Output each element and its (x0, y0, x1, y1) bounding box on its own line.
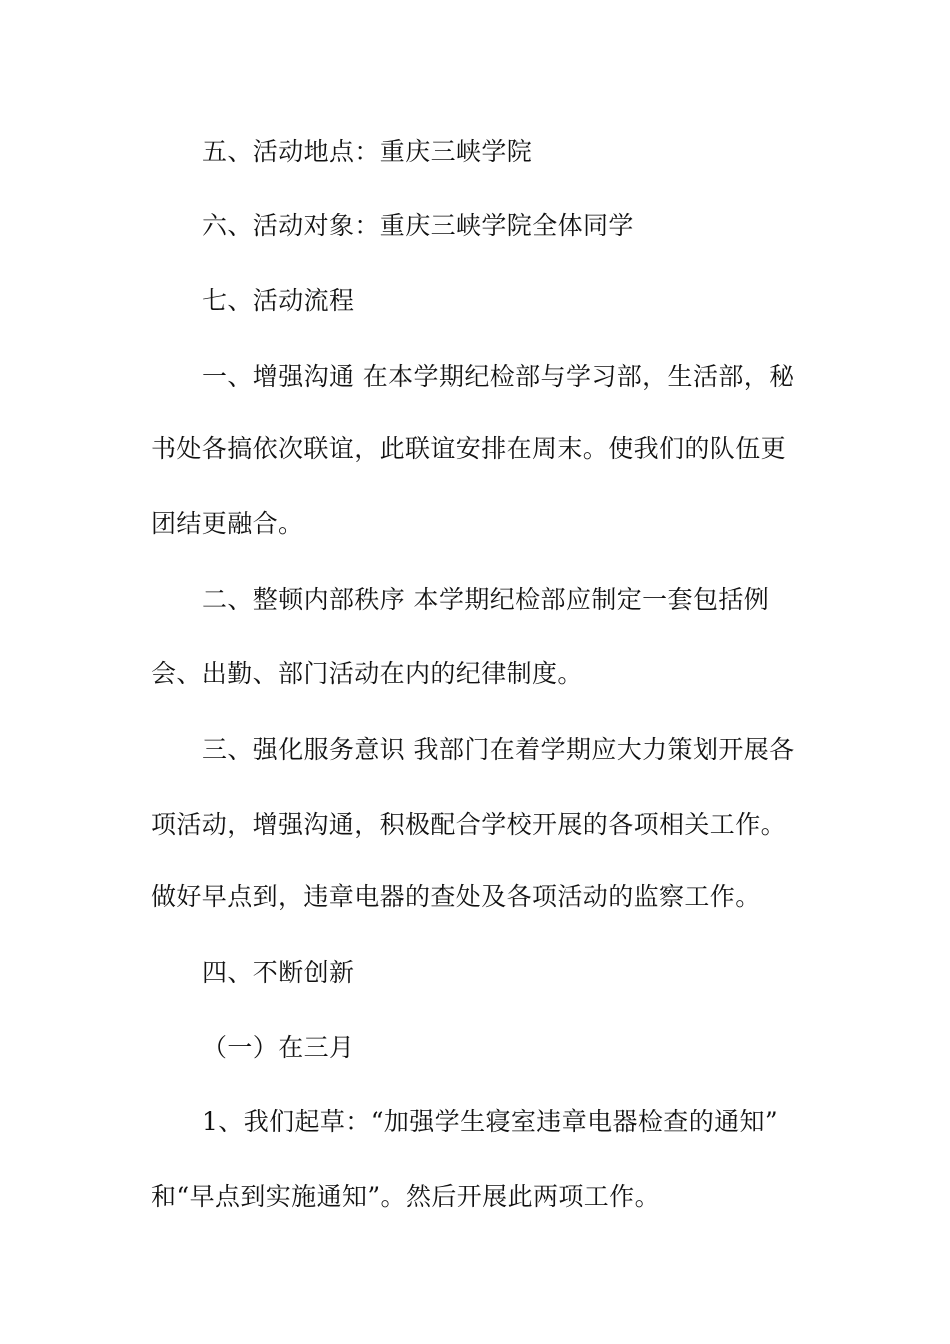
text-line-item-1-start: 一、增强沟通 在本学期纪检部与学习部，生活部，秘 (202, 362, 795, 391)
text-line-item-2-start: 二、整顿内部秩序 本学期纪检部应制定一套包括例 (202, 585, 770, 614)
text-line-item-3-start: 三、强化服务意识 我部门在着学期应大力策划开展各 (202, 735, 795, 764)
text-line-subheading-march: （一）在三月 (202, 1033, 355, 1062)
text-line-location: 五、活动地点：重庆三峡学院 (202, 137, 533, 166)
text-line-audience: 六、活动对象：重庆三峡学院全体同学 (202, 211, 634, 240)
text-line-item-2-end: 会、出勤、部门活动在内的纪律制度。 (151, 659, 583, 688)
text-line-item-3-cont: 项活动，增强沟通，积极配合学校开展的各项相关工作。 (151, 810, 787, 839)
text-line-process-heading: 七、活动流程 (202, 286, 355, 315)
text-line-item-1-cont: 书处各搞依次联谊，此联谊安排在周末。使我们的队伍更 (151, 434, 787, 463)
text-line-numbered-1-start: 1、我们起草：“加强学生寝室违章电器检查的通知” (202, 1107, 779, 1136)
text-line-item-4-heading: 四、不断创新 (202, 958, 355, 987)
text-line-item-1-end: 团结更融合。 (151, 509, 304, 538)
text-line-numbered-1-end: 和“早点到实施通知”。然后开展此两项工作。 (151, 1182, 660, 1211)
text-line-item-3-end: 做好早点到，违章电器的查处及各项活动的监察工作。 (151, 882, 761, 911)
